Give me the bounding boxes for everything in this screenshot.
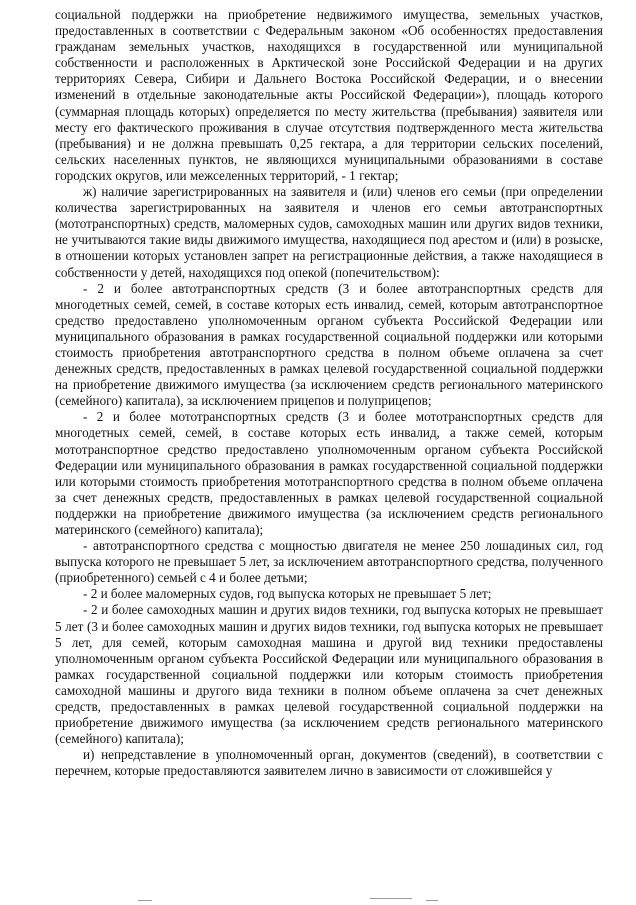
footer-mark-center	[370, 898, 412, 899]
paragraph-engine-power: - автотранспортного средства с мощностью двигателя не менее 250 лошадиных сил, год выпуска которого не превышает 5 лет, за исключением автотранспортного средства, полученного (приобретенного) семьей с 4 и более детьми;	[55, 538, 603, 586]
paragraph-motor-vehicles: - 2 и более автотранспортных средств (3 и более автотранспортных средств для многодетных семей, семей, в составе которых есть инвалид, семей, которым автотранспортное средство предоставлено уполномоченным органом субъекта Российской Федерации или муниципального образования в рамках государственной социальной поддержки или которыми стоимость приобретения автотранспортного средства в полном объеме оплачена за счет денежных средств, предоставленных в рамках целевой государственной социальной поддержки на приобретение движимого имущества (за исключением средств регионального материнского (семейного) капитала), за исключением прицепов и полуприцепов;	[55, 280, 603, 409]
footer-mark-left	[138, 900, 152, 901]
paragraph-item-zh: ж) наличие зарегистрированных на заявителя и (или) членов его семьи (при определении количества зарегистрированных на заявителя и членов его семьи автотранспортных (мототранспортных) средств, маломерных судов, самоходных машин или других видов техники, не учитываются такие виды движимого имущества, находящиеся под арестом и (или) в розыске, в отношении которых установлен запрет на регистрационные действия, а также находящиеся в собственности у детей, находящихся под опекой (попечительством):	[55, 184, 603, 280]
paragraph-motorcycles: - 2 и более мототранспортных средств (3 и более мототранспортных средств для многодетных семей, семей, в составе которых есть инвалид, а также семей, которым мототранспортное средство предоставлено уполномоченным органом субъекта Российской Федерации или муниципального образования в рамках государственной социальной поддержки или которыми стоимость приобретения мототранспортного средства в полном объеме оплачена за счет денежных средств, предоставленных в рамках целевой государственной социальной поддержки на приобретение движимого имущества (за исключением средств регионального материнского (семейного) капитала);	[55, 409, 603, 537]
footer-mark-right	[426, 900, 438, 901]
paragraph-small-vessels: - 2 и более маломерных судов, год выпуска которых не превышает 5 лет;	[83, 586, 492, 602]
paragraph-item-i: и) непредставление в уполномоченный орган, документов (сведений), в соответствии с перечнем, которые предоставляются заявителем лично в зависимости от сложившейся у	[55, 747, 603, 779]
paragraph-land-plot-continuation: социальной поддержки на приобретение недвижимого имущества, земельных участков, предоставленных в соответствии с Федеральным законом «Об особенностях предоставления гражданам земельных участков, находящихся в государственной или муниципальной собственности и расположенных в Арктической зоне Российской Федерации и на других территориях Севера, Сибири и Дальнего Востока Российской Федерации, и о внесении изменений в отдельные законодательные акты Российской Федерации»), площадь которого (суммарная площадь которых) определяется по месту жительства (пребывания) заявителя или месту его фактического проживания в случае отсутствия подтвержденного места жительства (пребывания) и не должна превышать 0,25 гектара, а для территории сельских поселений, сельских населенных пунктов, не являющихся муниципальными образованиями в составе городских округов, или межселенных территорий, - 1 гектар;	[55, 7, 603, 183]
document-page	[55, 7, 603, 780]
paragraph-self-propelled-machines: - 2 и более самоходных машин и других видов техники, год выпуска которых не превышает 5 лет (3 и более самоходных машин и других видов техники, год выпуска которых не превышает 5 лет, для семей, которым самоходная машина и другой вид техники предоставлены уполномоченным органом субъекта Российской Федерации или муниципального образования в рамках государственной социальной поддержки или которым стоимость приобретения самоходной машины и другого вида техники в полном объеме оплачена за счет денежных средств, предоставленных в рамках целевой государственной социальной поддержки на приобретение движимого имущества (за исключением средств регионального материнского (семейного) капитала);	[55, 602, 603, 747]
footer-scan-marks	[0, 894, 636, 905]
